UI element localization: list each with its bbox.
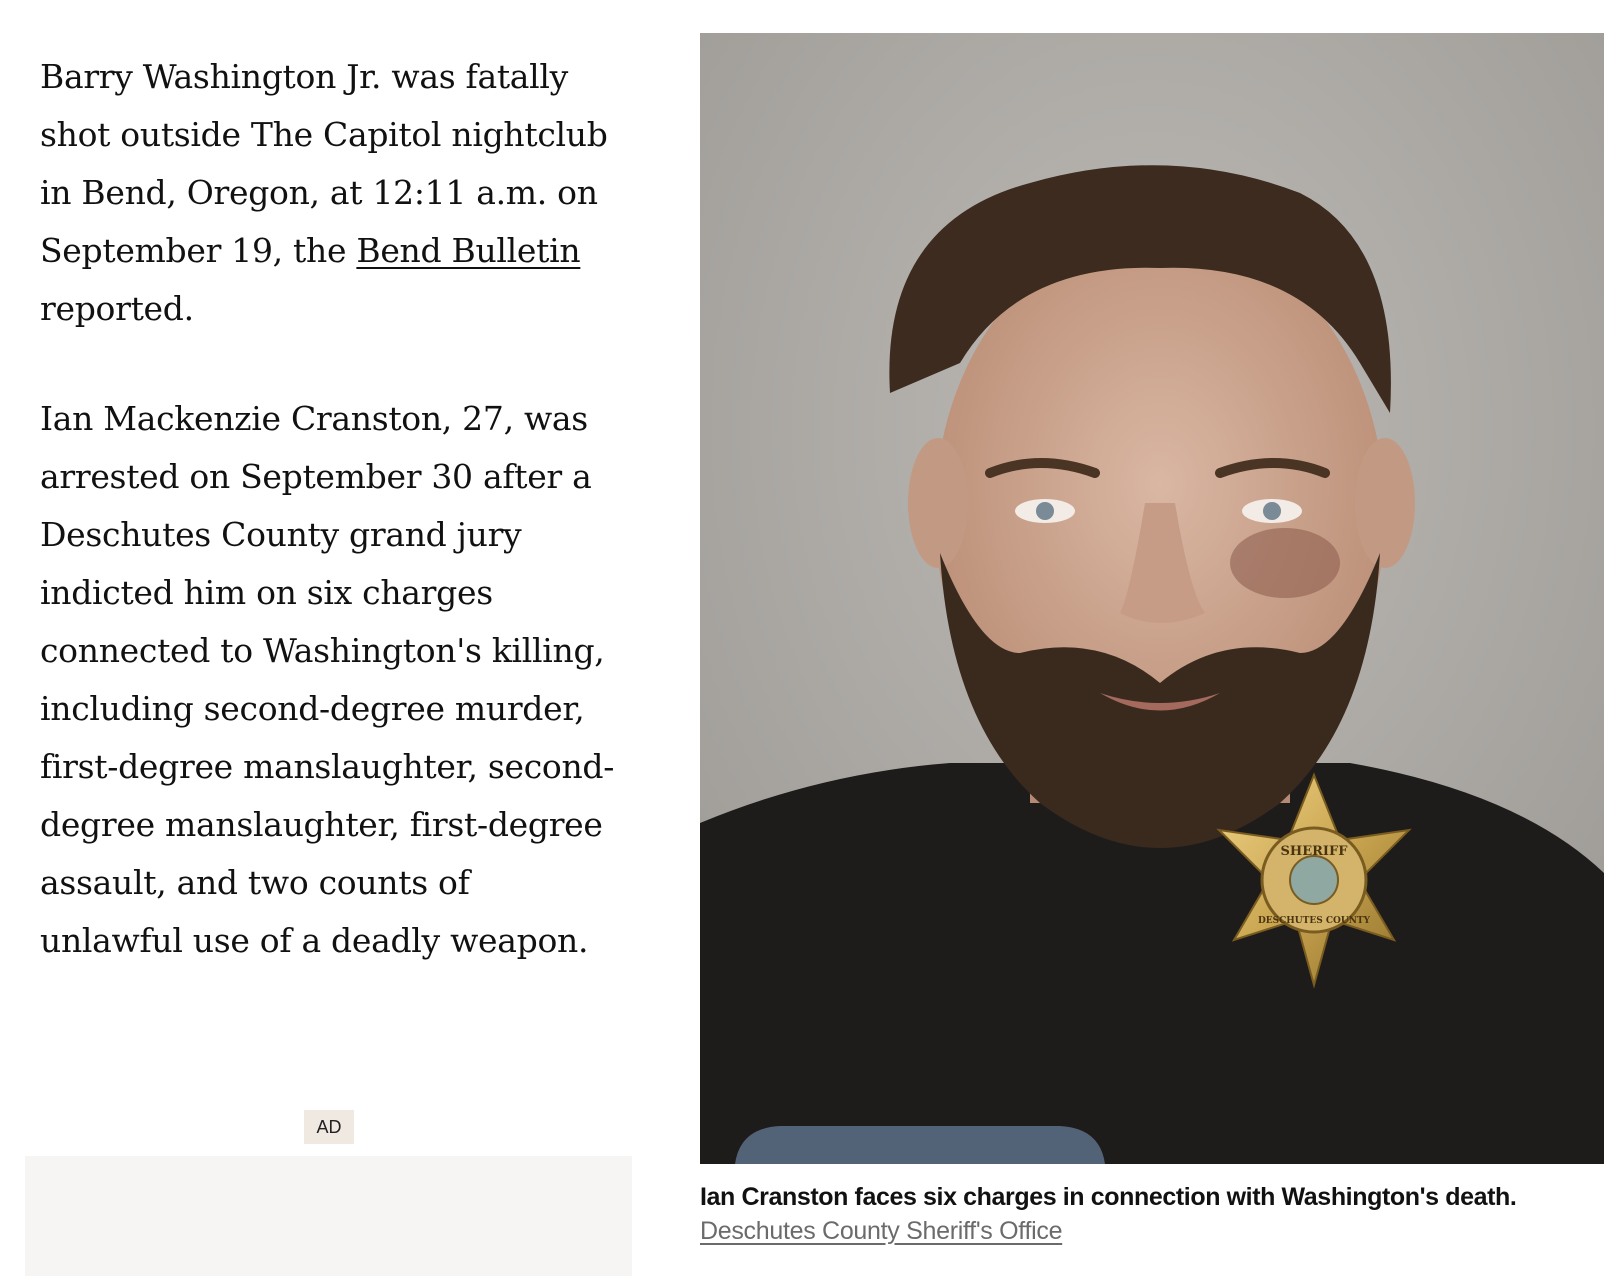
paragraph-1-text-before: Barry Washington Jr. was fatally shot outside The Capitol nightclub in Bend, Oregon, at 12:11 a.m. on September 19, the (40, 57, 608, 270)
article-paragraph-1 (40, 48, 620, 338)
bend-bulletin-link[interactable]: Bend Bulletin (356, 231, 581, 270)
bruise-shape (1230, 528, 1340, 598)
left-iris-shape (1036, 502, 1054, 520)
photo-credit-link[interactable]: Deschutes County Sheriff's Office (700, 1217, 1063, 1245)
mugshot-photo[interactable] (700, 33, 1604, 1164)
caption-text: Ian Cranston faces six charges in connection with Washington's death. (700, 1183, 1517, 1211)
photo-caption (700, 1180, 1604, 1248)
right-ear-shape (1355, 438, 1415, 568)
mugshot-illustration (700, 33, 1604, 1164)
right-iris-shape (1263, 502, 1281, 520)
paragraph-1-text-after: reported. (40, 289, 194, 328)
badge-text-bottom: DESCHUTES COUNTY (1257, 916, 1371, 926)
article-body (40, 48, 620, 1022)
article-paragraph-2: Ian Mackenzie Cranston, 27, was arrested on September 30 after a Deschutes County grand jury indicted him on six charges connected to Washington's killing, including second-degree murder, first-degree manslaughter, second-degree manslaughter, first-degree assault, and two counts of unlawful use of a deadly weapon. (40, 399, 615, 960)
badge-text-top: SHERIFF (1280, 844, 1348, 859)
ad-label: AD (304, 1110, 354, 1144)
badge-seal-shape (1290, 856, 1338, 904)
shirt-print-shape (735, 1126, 1105, 1164)
left-ear-shape (908, 438, 968, 568)
ad-slot[interactable] (25, 1156, 632, 1276)
